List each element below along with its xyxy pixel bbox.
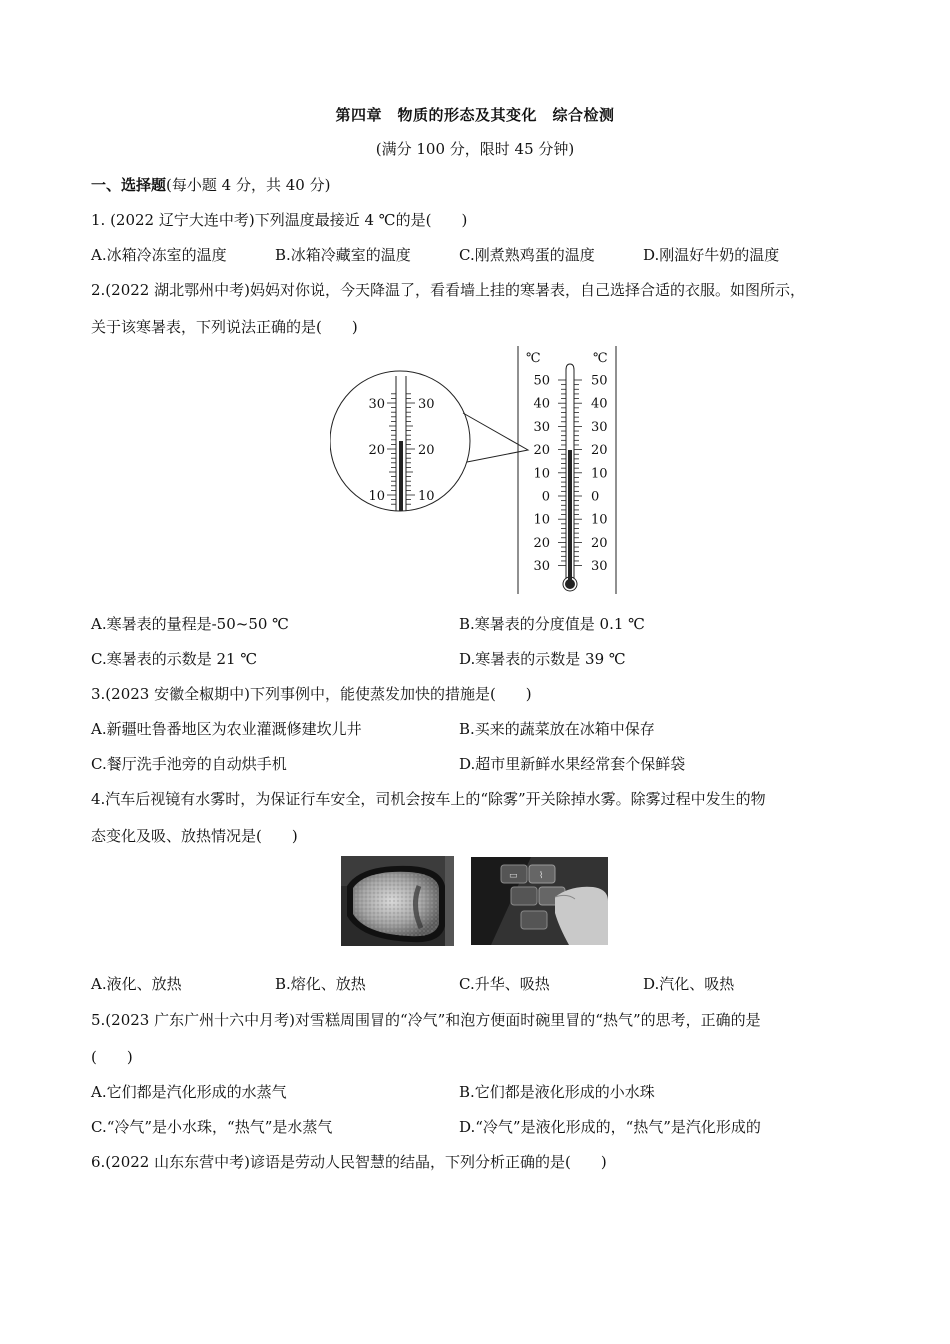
- q4-option-a[interactable]: A.液化、放热: [91, 975, 182, 993]
- page-title: 第四章 物质的形态及其变化 综合检测: [335, 106, 615, 124]
- scale-label-left: 30: [533, 419, 550, 435]
- q1-option-a[interactable]: A.冰箱冷冻室的温度: [91, 246, 227, 264]
- defog-button-photo: [471, 857, 608, 945]
- q4-option-d[interactable]: D.汽化、吸热: [643, 975, 735, 993]
- liquid-column: [568, 450, 572, 580]
- q3-option-d[interactable]: D.超市里新鲜水果经常套个保鲜袋: [459, 755, 686, 773]
- scale-label-right: 30: [591, 419, 608, 435]
- q2-option-d[interactable]: D.寒暑表的示数是 39 ℃: [459, 650, 626, 668]
- scale-label-left: 20: [533, 443, 550, 459]
- scale-label-right: 20: [591, 443, 608, 459]
- question-4-stem-line1: 4.汽车后视镜有水雾时，为保证行车安全，司机会按车上的“除雾”开关除掉水雾。除雾过程中发生的物: [91, 790, 766, 808]
- zoom-label-left: 10: [368, 489, 385, 504]
- scale-label-left: 0: [541, 489, 550, 505]
- question-2-stem-line1: 2.(2022 湖北鄂州中考)妈妈对你说，今天降温了，看看墙上挂的寒暑表，自己选择合适的衣服。如图所示，: [91, 281, 805, 299]
- section-note: (每小题 4 分，共 40 分): [166, 176, 331, 194]
- q2-option-a[interactable]: A.寒暑表的量程是-50~50 ℃: [91, 615, 289, 633]
- section-title: 一、选择题: [91, 176, 167, 194]
- unit-right: ℃: [593, 351, 608, 366]
- question-2-stem-line2: 关于该寒暑表，下列说法正确的是( ): [91, 318, 358, 336]
- exam-info: (满分 100 分，限时 45 分钟): [375, 140, 575, 158]
- question-5-stem-line1: 5.(2023 广东广州十六中月考)对雪糕周围冒的“冷气”和泡方便面时碗里冒的“热气”的思考，正确的是: [91, 1011, 761, 1029]
- zoom-label-right: 10: [418, 489, 435, 504]
- q3-option-b[interactable]: B.买来的蔬菜放在冰箱中保存: [459, 720, 655, 738]
- q1-option-b[interactable]: B.冰箱冷藏室的温度: [275, 246, 411, 264]
- scale-label-left: 40: [533, 396, 550, 412]
- q5-option-b[interactable]: B.它们都是液化形成的小水珠: [459, 1083, 655, 1101]
- scale-label-left: 10: [533, 466, 550, 482]
- scale-label-left: 10: [533, 512, 550, 528]
- q2-option-b[interactable]: B.寒暑表的分度值是 0.1 ℃: [459, 615, 645, 633]
- scale-label-right: 50: [591, 373, 608, 389]
- scale-label-right: 30: [591, 559, 608, 575]
- scale-label-right: 40: [591, 396, 608, 412]
- q1-option-c[interactable]: C.刚煮熟鸡蛋的温度: [459, 246, 595, 264]
- scale-label-right: 10: [591, 512, 608, 528]
- zoom-label-right: 30: [418, 397, 435, 412]
- section-heading: [91, 174, 330, 195]
- unit-left: ℃: [526, 351, 541, 366]
- q5-option-a[interactable]: A.它们都是汽化形成的水蒸气: [91, 1083, 287, 1101]
- q5-option-c[interactable]: C.“冷气”是小水珠，“热气”是水蒸气: [91, 1118, 333, 1136]
- zoom-label-left: 30: [368, 397, 385, 412]
- q4-option-b[interactable]: B.熔化、放热: [275, 975, 366, 993]
- thermometer-figure: [330, 346, 620, 596]
- question-5-stem-line2: ( ): [91, 1048, 133, 1066]
- question-4-stem-line2: 态变化及吸、放热情况是( ): [91, 827, 298, 845]
- q5-option-d[interactable]: D.“冷气”是液化形成的，“热气”是汽化形成的: [459, 1118, 761, 1136]
- scale-label-right: 20: [591, 535, 608, 551]
- zoom-liquid-column: [399, 441, 403, 511]
- scale-label-left: 20: [533, 535, 550, 551]
- svg-text:▭: ▭: [509, 871, 518, 881]
- zoom-label-right: 20: [418, 443, 435, 458]
- foggy-mirror-photo: [341, 856, 454, 946]
- scale-label-right: 10: [591, 466, 608, 482]
- question-3-stem: 3.(2023 安徽全椒期中)下列事例中，能使蒸发加快的措施是( ): [91, 685, 532, 703]
- svg-text:⌇: ⌇: [539, 871, 544, 881]
- question-6-stem: 6.(2022 山东东营中考)谚语是劳动人民智慧的结晶，下列分析正确的是( ): [91, 1153, 607, 1171]
- scale-label-left: 30: [533, 559, 550, 575]
- q3-option-c[interactable]: C.餐厅洗手池旁的自动烘手机: [91, 755, 287, 773]
- q1-option-d[interactable]: D.刚温好牛奶的温度: [643, 246, 780, 264]
- q2-option-c[interactable]: C.寒暑表的示数是 21 ℃: [91, 650, 258, 668]
- question-1-stem: 1. (2022 辽宁大连中考)下列温度最接近 4 ℃的是( ): [91, 211, 468, 229]
- zoom-label-left: 20: [368, 443, 385, 458]
- q4-option-c[interactable]: C.升华、吸热: [459, 975, 550, 993]
- q3-option-a[interactable]: A.新疆吐鲁番地区为农业灌溉修建坎儿井: [91, 720, 362, 738]
- scale-label-left: 50: [533, 373, 550, 389]
- scale-label-right: 0: [591, 489, 600, 505]
